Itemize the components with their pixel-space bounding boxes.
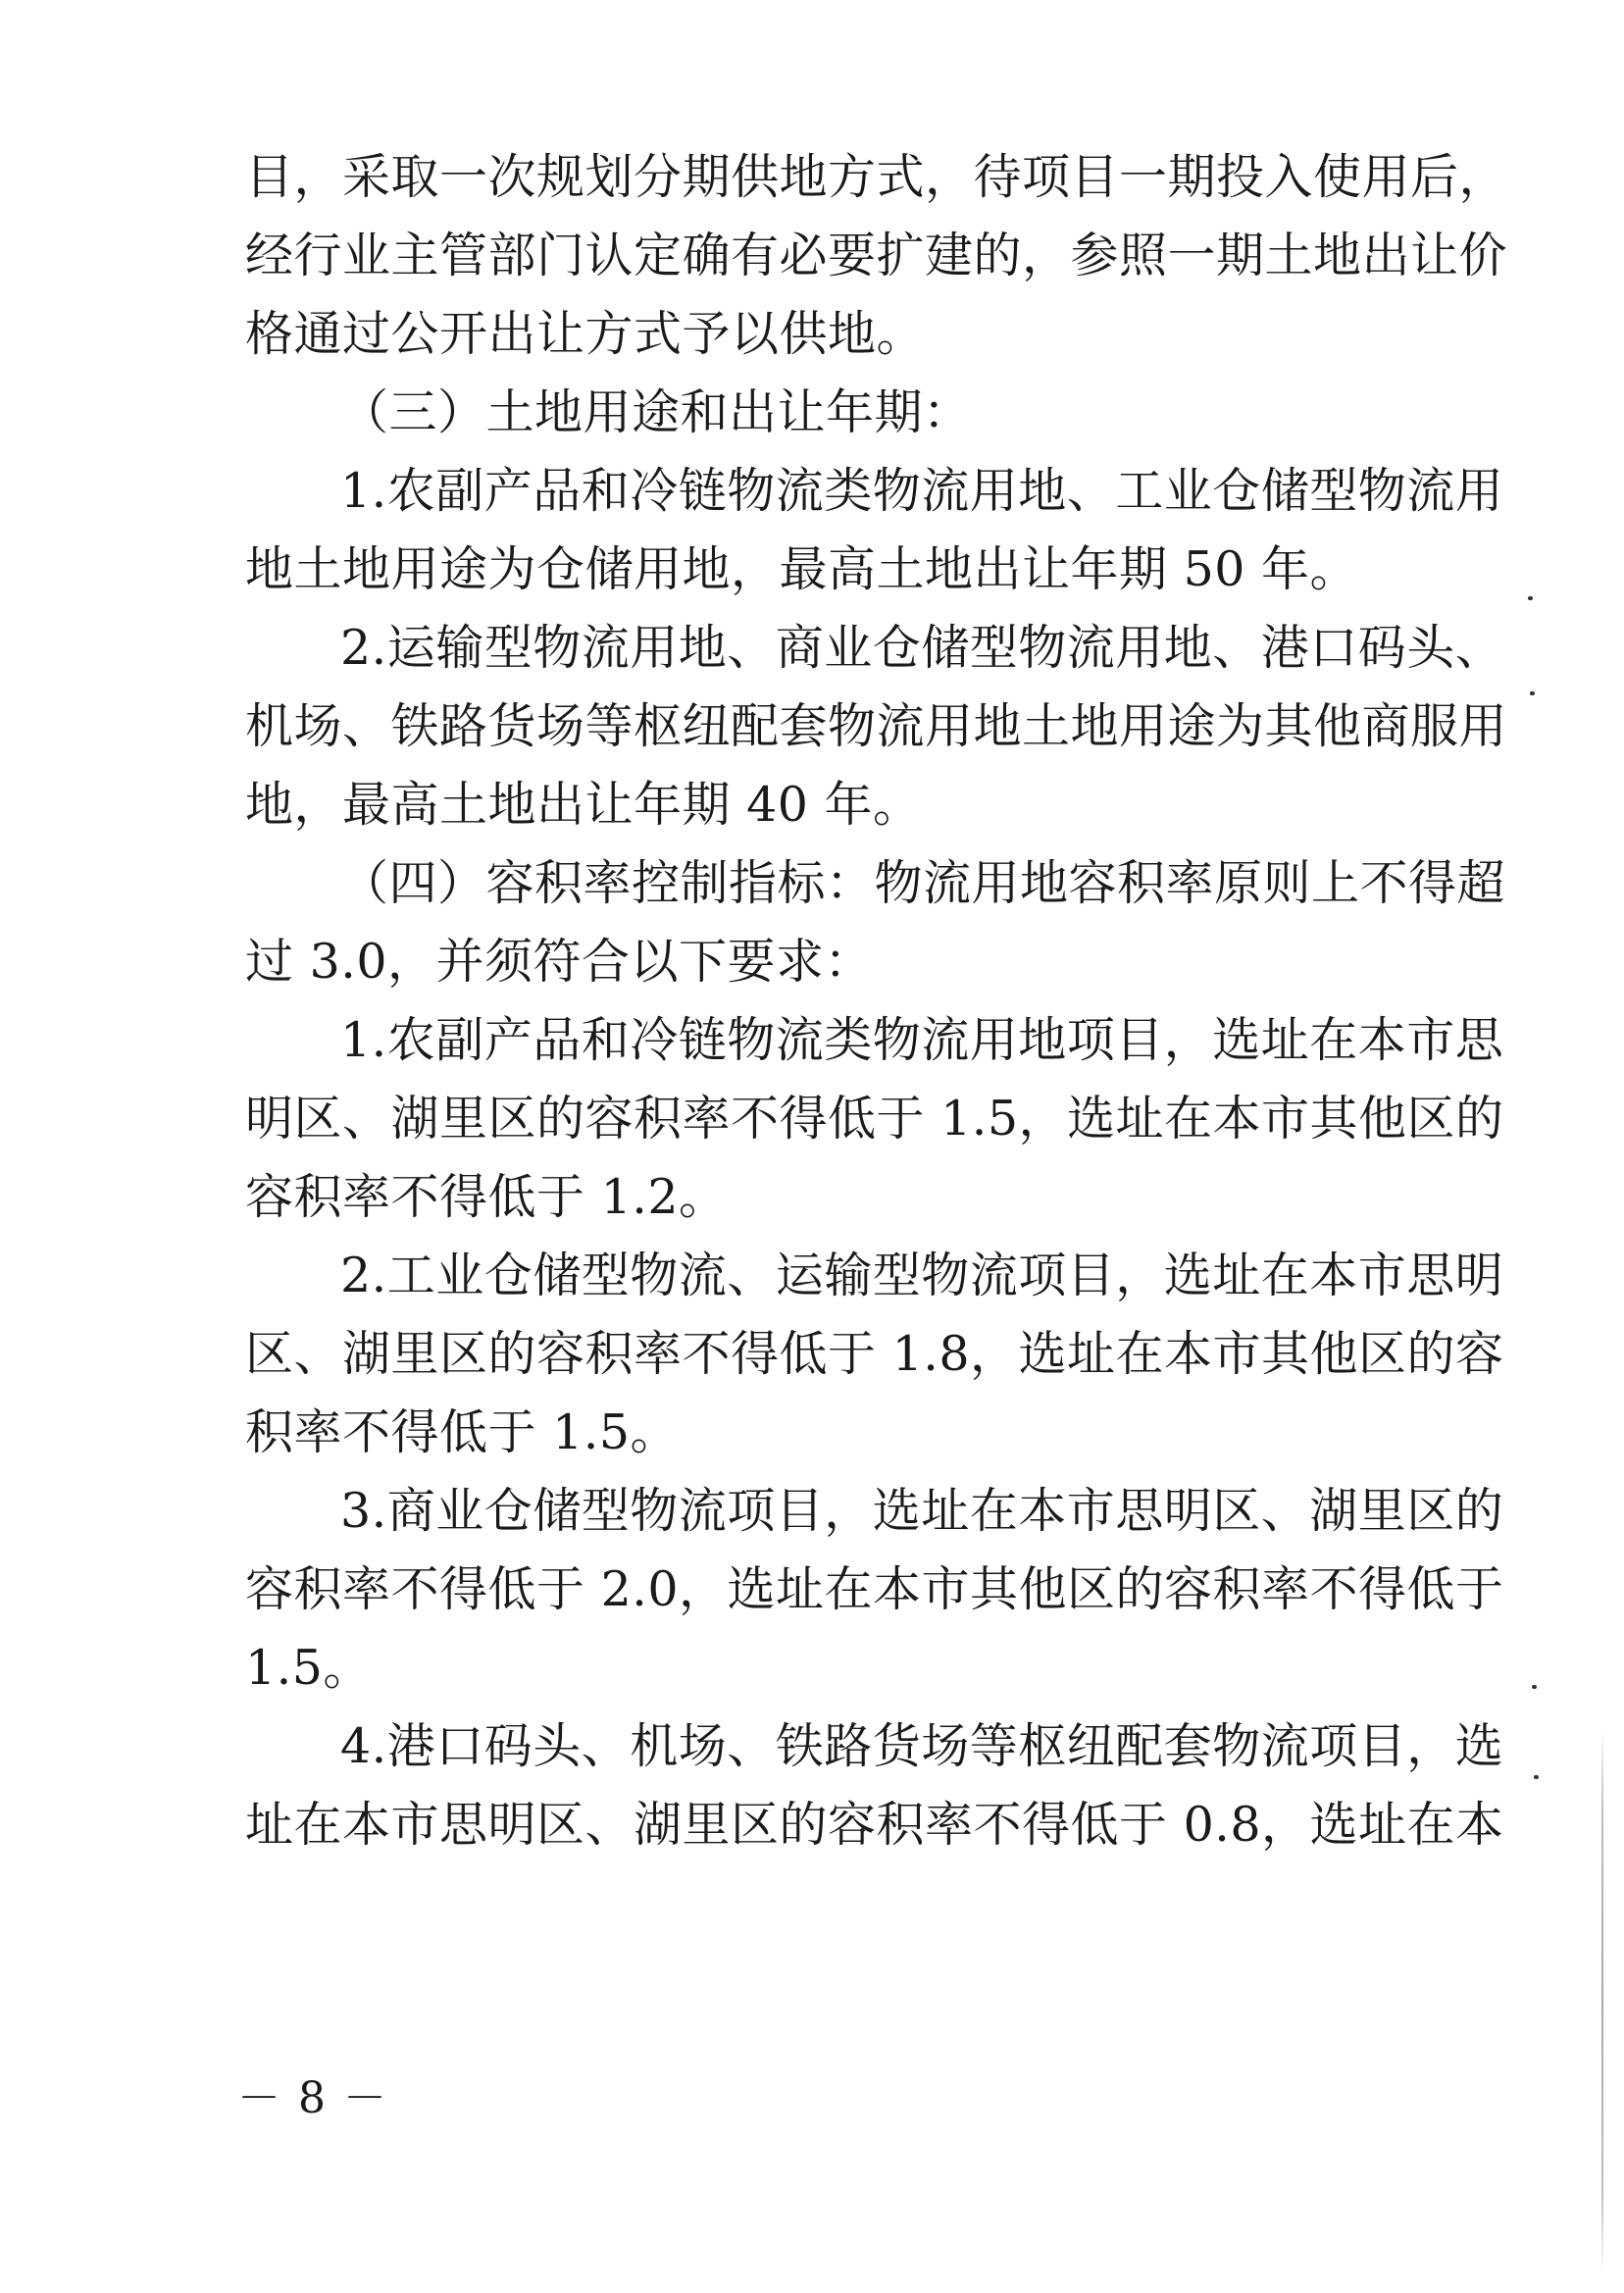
text-line-8: 机场、铁路货场等枢纽配套物流用地土地用途为其他商服用 bbox=[245, 698, 1508, 754]
section-heading-3: （三）土地用途和出让年期： bbox=[340, 384, 972, 440]
scan-speck bbox=[1532, 1685, 1537, 1689]
text-line-3: 格通过公开出让方式予以供地。 bbox=[245, 306, 926, 362]
text-line-5: 1.农副产品和冷链物流类物流用地、工业仓储型物流用 bbox=[340, 463, 1504, 519]
page-number: － 8 － bbox=[237, 2073, 388, 2123]
text-line-9: 地，最高土地出让年期 40 年。 bbox=[245, 777, 922, 833]
text-line-19: 容积率不得低于 2.0，选址在本市其他区的容积率不得低于 bbox=[245, 1561, 1504, 1617]
text-line-20: 1.5。 bbox=[245, 1640, 372, 1696]
text-line-22: 址在本市思明区、湖里区的容积率不得低于 0.8，选址在本 bbox=[245, 1797, 1504, 1853]
scan-speck bbox=[1528, 596, 1533, 600]
text-line-13: 明区、湖里区的容积率不得低于 1.5，选址在本市其他区的 bbox=[245, 1091, 1504, 1146]
text-line-18: 3.商业仓储型物流项目，选址在本市思明区、湖里区的 bbox=[340, 1483, 1504, 1539]
text-line-21: 4.港口码头、机场、铁路货场等枢纽配套物流项目，选 bbox=[340, 1718, 1504, 1774]
text-line-6: 地土地用途为仓储用地，最高土地出让年期 50 年。 bbox=[245, 541, 1359, 597]
scan-speck bbox=[1530, 691, 1535, 695]
scan-speck bbox=[1534, 1775, 1539, 1779]
section-heading-4: （四）容积率控制指标：物流用地容积率原则上不得超 bbox=[340, 855, 1506, 911]
text-line-1: 目，采取一次规划分期供地方式，待项目一期投入使用后， bbox=[245, 149, 1508, 205]
text-line-12: 1.农副产品和冷链物流类物流用地项目，选址在本市思 bbox=[340, 1012, 1504, 1068]
text-line-2: 经行业主管部门认定确有必要扩建的，参照一期土地出让价 bbox=[245, 228, 1508, 283]
text-line-16: 区、湖里区的容积率不得低于 1.8，选址在本市其他区的容 bbox=[245, 1326, 1504, 1382]
text-line-17: 积率不得低于 1.5。 bbox=[245, 1404, 680, 1460]
scan-edge-line bbox=[1601, 1726, 1603, 2275]
text-line-7: 2.运输型物流用地、商业仓储型物流用地、港口码头、 bbox=[340, 620, 1504, 676]
text-line-14: 容积率不得低于 1.2。 bbox=[245, 1169, 728, 1225]
text-line-15: 2.工业仓储型物流、运输型物流项目，选址在本市思明 bbox=[340, 1248, 1504, 1303]
text-line-11: 过 3.0，并须符合以下要求： bbox=[245, 934, 874, 990]
